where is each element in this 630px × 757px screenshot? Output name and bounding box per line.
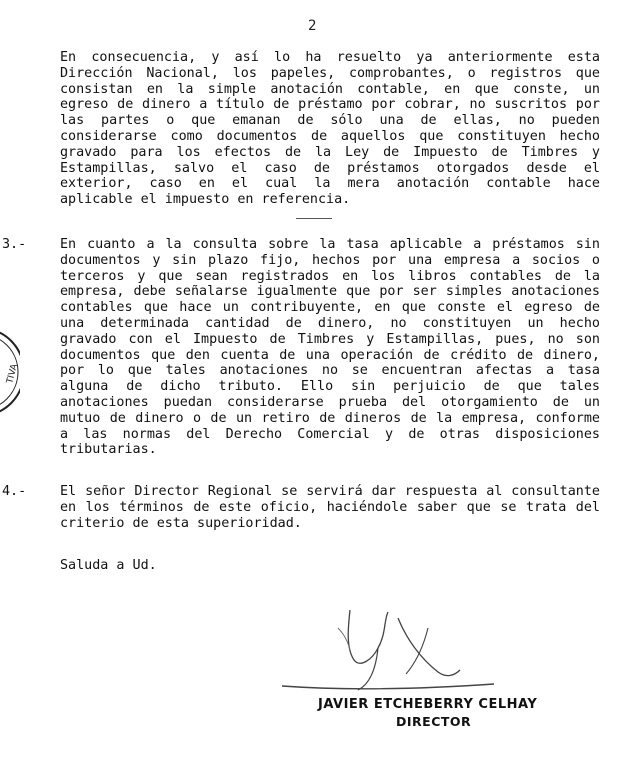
page-number: 2 [308, 18, 317, 34]
stamp-text: TIVA [5, 362, 20, 385]
signatory-title: DIRECTOR [396, 714, 472, 729]
paragraph-item-4: El señor Director Regional se servirá dar respuesta al consultante en los términos de este oficio, haciéndole saber que se trata del criterio de esta superioridad. [60, 484, 600, 531]
item-number-4: 4.- [2, 484, 27, 499]
official-stamp [0, 322, 20, 422]
signatory-name: JAVIER ETCHEBERRY CELHAY [318, 697, 538, 712]
paragraph-consecuencia: En consecuencia, y así lo ha resuelto ya anteriormente esta Dirección Nacional, los papeles, comprobantes, o registros que consistan en la simple anotación contable, en que conste, un egreso de dinero a título de préstamo por cobrar, no suscritos por las partes o que emanan de sólo una de ellas, no pueden considerarse como documentos de aquellos que constituyen hecho gravado para los efectos de la Ley de Impuesto de Timbres y Estampillas, salvo el caso de préstamos otorgados desde el exterior, caso en el cual la mera anotación contable hace aplicable el impuesto en referencia. [60, 50, 600, 208]
item-number-3: 3.- [2, 237, 27, 252]
handwritten-signature [278, 598, 498, 698]
paragraph-item-3: En cuanto a la consulta sobre la tasa aplicable a préstamos sin documentos y sin plazo fijo, hechos por una empresa a socios o terceros y que sean registrados en los libros contables de la empresa, debe señalarse igualmente que por ser simples anotaciones contables que hace un contribuyente, en que conste el egreso de una determinada cantidad de dinero, no constituyen un hecho gravado con el Impuesto de Timbres y Estampillas, pues, no son documentos que den cuenta de una operación de crédito de dinero, por lo que tales anotaciones no se encuentran afectas a tasa alguna de dicho tributo. Ello sin perjuicio de que tales anotaciones puedan considerarse prueba del otorgamiento de un mutuo de dinero o de un retiro de dineros de la empresa, conforme a las normas del Derecho Comercial y de otras disposiciones tributarias. [60, 237, 600, 458]
ink-mark [296, 218, 332, 219]
closing-salutation: Saluda a Ud. [60, 558, 157, 573]
